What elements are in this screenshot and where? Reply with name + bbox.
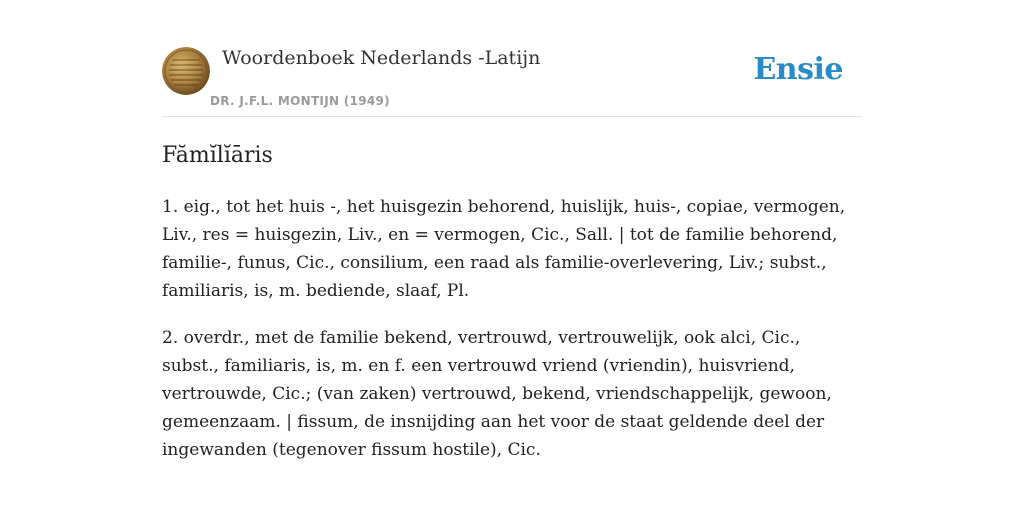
- ensie-logo-link[interactable]: Ensie: [753, 52, 843, 87]
- dictionary-header: [162, 46, 862, 117]
- definition-2: 2. overdr., met de familie bekend, vertrouwd, vertrouwelijk, ook alci, Cic., subst., familiaris, is, m. en f. een vertrouwd vriend (vriendin), huisvriend, vertrouwde, Cic.; (van zaken) vertrouwd, bekend, vriendschappelijk, gewoon, gemeenzaam. | fissum, de insnijding aan het voor de staat geldende deel der ingewanden (tegenover fissum hostile), Cic.: [162, 328, 832, 460]
- dictionary-title[interactable]: Woordenboek Nederlands -Latijn: [222, 47, 541, 69]
- ancient-coin-icon: [162, 47, 210, 95]
- entry-headword: Fămĭlĭāris: [162, 143, 273, 168]
- definition-1: 1. eig., tot het huis -, het huisgezin behorend, huislijk, huis-, copiae, vermogen, Liv., res = huisgezin, Liv., en = vermogen, Cic., Sall. | tot de familie behorend, familie-, funus, Cic., consilium, een raad als familie-overlevering, Liv.; subst., familiaris, is, m. bediende, slaaf, Pl.: [162, 197, 846, 301]
- entry-card: [162, 46, 862, 464]
- dictionary-author: DR. J.F.L. MONTIJN (1949): [210, 94, 390, 108]
